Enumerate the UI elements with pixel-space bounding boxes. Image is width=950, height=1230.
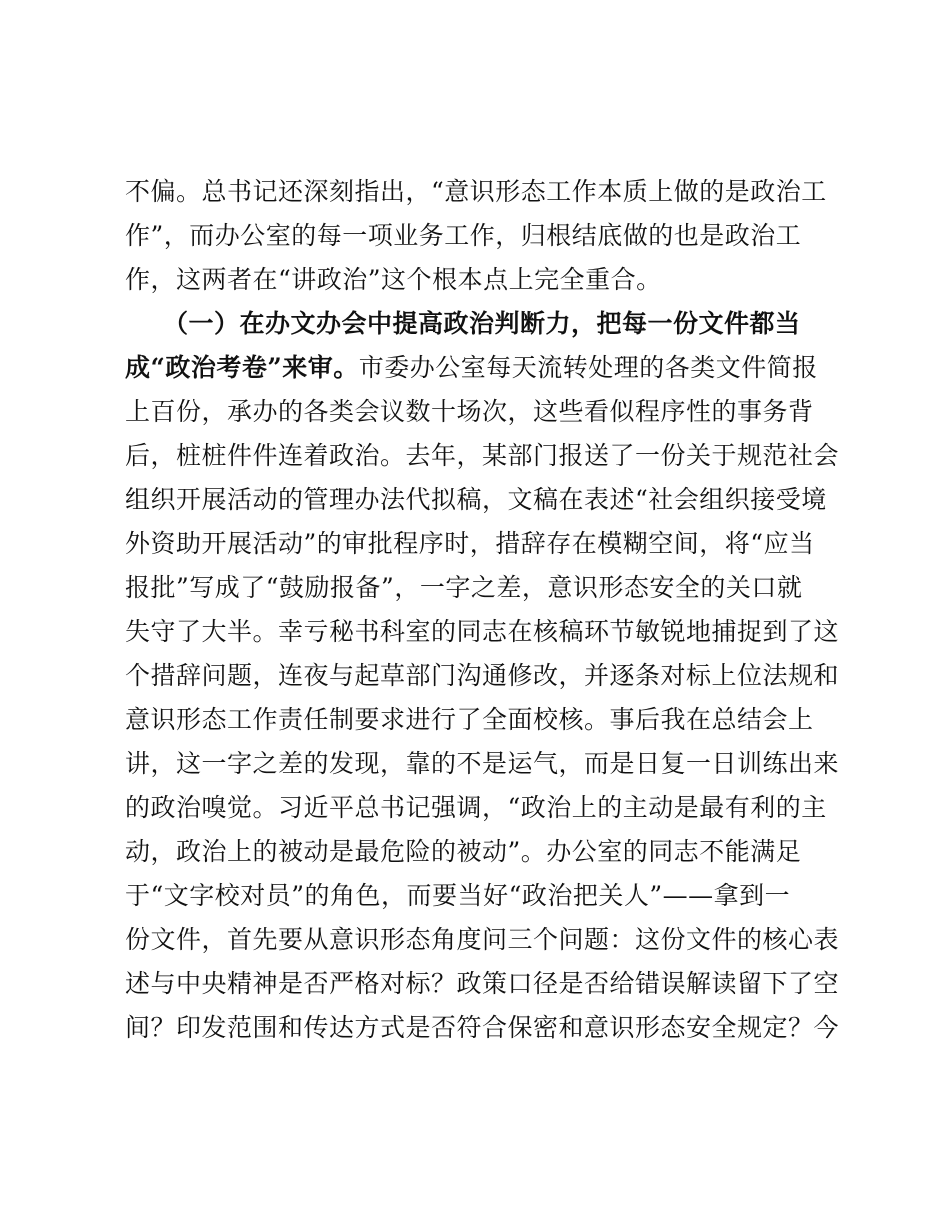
text-line: 后，桩桩件件连着政治。去年，某部门报送了一份关于规范社会 <box>125 441 840 470</box>
section-heading-end: 成“政治考卷”来审。 <box>125 353 359 382</box>
section-heading-continuation-line <box>125 346 825 390</box>
section-body-start: 市委办公室每天流转处理的各类文件简报 <box>358 353 818 382</box>
text-line: 于“文字校对员”的角色，而要当好“政治把关人”——拿到一 <box>125 881 791 910</box>
text-line: 外资助开展活动”的审批程序时，措辞存在模糊空间，将“应当 <box>125 529 815 558</box>
text-line: 间？印发范围和传达方式是否符合保密和意识形态安全规定？今 <box>125 1013 840 1042</box>
section-heading: （一）在办文办会中提高政治判断力，把每一份文件都当 <box>163 309 801 338</box>
text-line: 份文件，首先要从意识形态角度问三个问题：这份文件的核心表 <box>125 925 840 954</box>
text-line: 不偏。总书记还深刻指出，“意识形态工作本质上做的是政治工 <box>125 177 827 206</box>
text-line: 述与中央精神是否严格对标？政策口径是否给错误解读留下了空 <box>125 969 840 998</box>
text-line: 动，政治上的被动是最危险的被动”。办公室的同志不能满足 <box>125 837 802 866</box>
text-line: 组织开展活动的管理办法代拟稿，文稿在表述“社会组织接受境 <box>125 485 827 514</box>
text-line: 讲，这一字之差的发现，靠的不是运气，而是日复一日训练出来 <box>125 749 840 778</box>
text-line: 意识形态工作责任制要求进行了全面校核。事后我在总结会上 <box>125 705 814 734</box>
text-line: 报批”写成了“鼓励报备”，一字之差，意识形态安全的关口就 <box>125 573 803 602</box>
text-line: 失守了大半。幸亏秘书科室的同志在核稿环节敏锐地捕捉到了这 <box>125 617 840 646</box>
text-line: 个措辞问题，连夜与起草部门沟通修改，并逐条对标上位法规和 <box>125 661 840 690</box>
text-line: 作”，而办公室的每一项业务工作，归根结底做的也是政治工 <box>125 221 802 250</box>
text-line: 作，这两者在“讲政治”这个根本点上完全重合。 <box>125 265 662 294</box>
text-line: 上百份，承办的各类会议数十场次，这些看似程序性的事务背 <box>125 397 814 426</box>
document-body <box>125 170 840 1050</box>
text-line: 的政治嗅觉。习近平总书记强调，“政治上的主动是最有利的主 <box>125 793 827 822</box>
